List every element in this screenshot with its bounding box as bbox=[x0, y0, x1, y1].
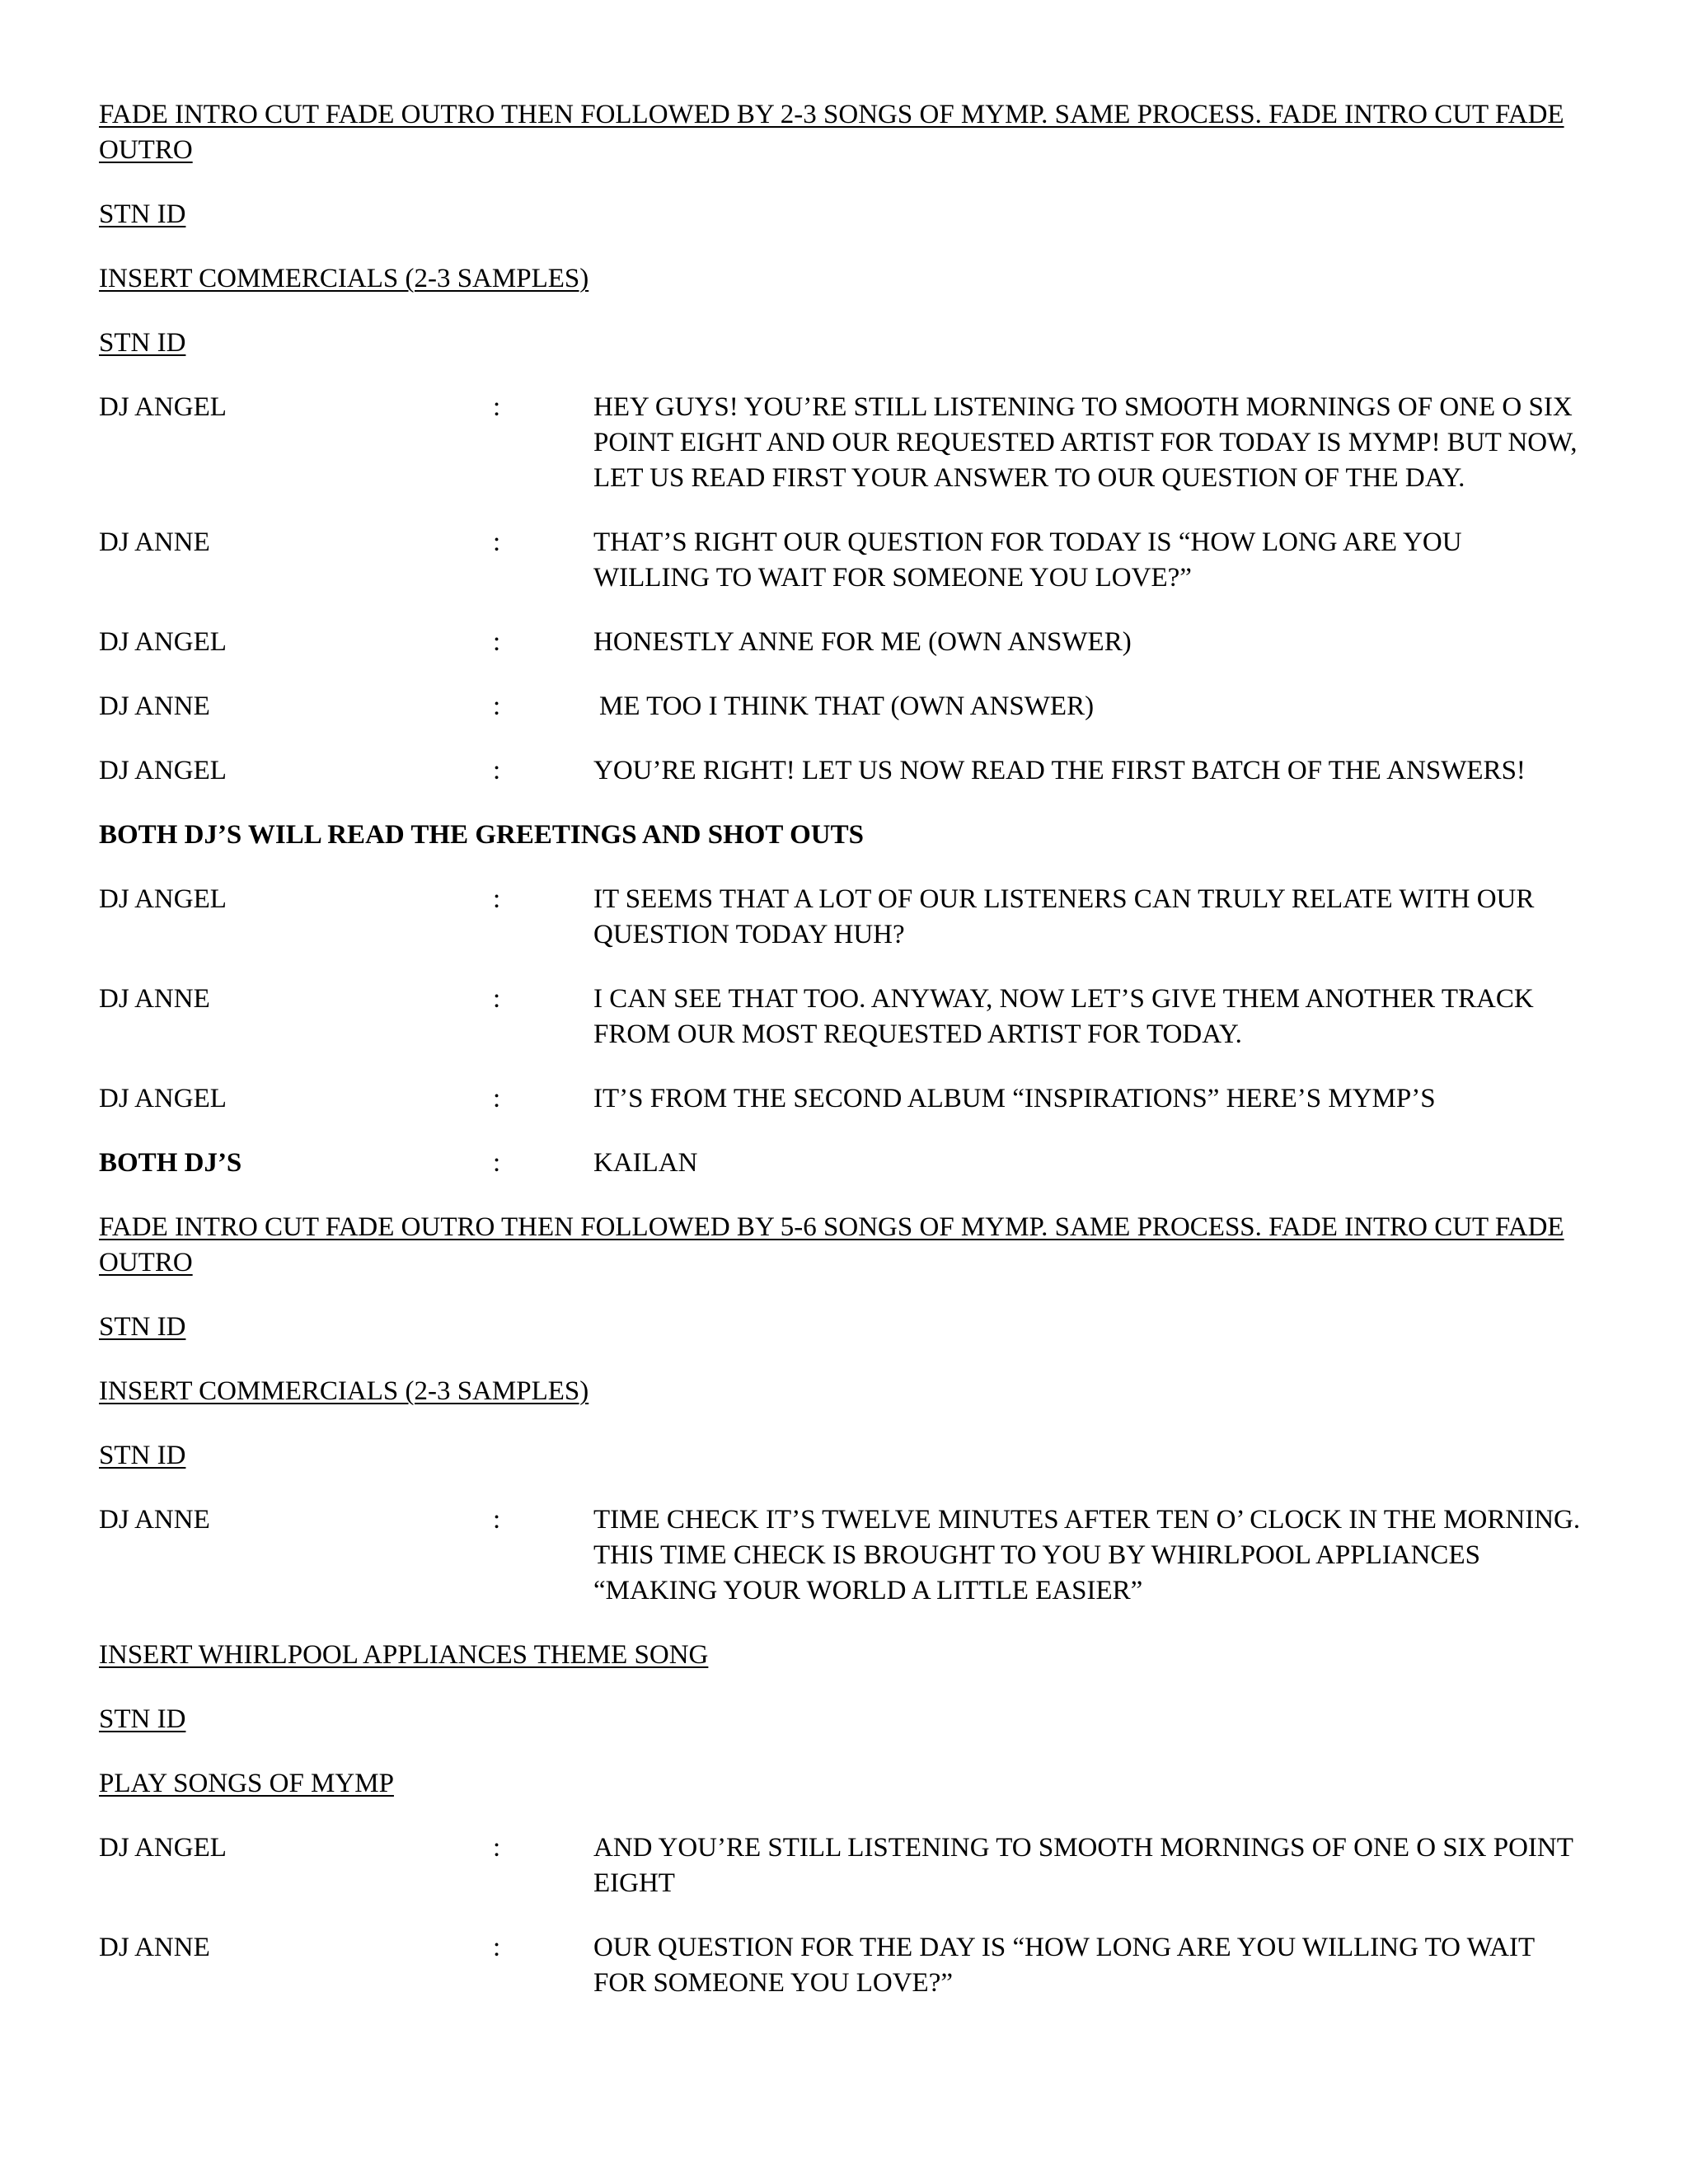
dialogue-line bbox=[99, 753, 1582, 789]
dialogue-text: YOU’RE RIGHT! LET US NOW READ THE FIRST BATCH OF THE ANSWERS! bbox=[593, 756, 1526, 785]
dialogue-text: IT’S FROM THE SECOND ALBUM “INSPIRATIONS” HERE’S MYMP’S bbox=[593, 1084, 1436, 1113]
speaker-name: DJ ANGEL bbox=[99, 884, 227, 914]
dialogue-line bbox=[99, 1830, 1582, 1901]
dialogue-line bbox=[99, 1081, 1582, 1117]
stage-direction: FADE INTRO CUT FADE OUTRO THEN FOLLOWED BY 2-3 SONGS OF MYMP. SAME PROCESS. FADE INTRO CUT FADE OUTRO bbox=[99, 100, 1564, 165]
stage-direction: STN ID bbox=[99, 1312, 186, 1342]
script-page bbox=[99, 97, 1582, 2030]
speaker-colon: : bbox=[493, 527, 501, 557]
speaker-name: DJ ANGEL bbox=[99, 756, 227, 785]
speaker-colon: : bbox=[493, 1148, 501, 1178]
stage-direction: INSERT COMMERCIALS (2-3 SAMPLES) bbox=[99, 1376, 589, 1406]
speaker-colon: : bbox=[493, 1084, 501, 1113]
stage-direction: INSERT COMMERCIALS (2-3 SAMPLES) bbox=[99, 264, 589, 293]
dialogue-line bbox=[99, 390, 1582, 496]
dialogue-text: KAILAN bbox=[593, 1148, 698, 1178]
speaker-colon: : bbox=[493, 756, 501, 785]
dialogue-text: HONESTLY ANNE FOR ME (OWN ANSWER) bbox=[593, 627, 1132, 657]
stage-direction: STN ID bbox=[99, 1704, 186, 1734]
dialogue-line bbox=[99, 1930, 1582, 2001]
speaker-name: DJ ANGEL bbox=[99, 392, 227, 422]
dialogue-text: IT SEEMS THAT A LOT OF OUR LISTENERS CAN TRULY RELATE WITH OUR QUESTION TODAY HUH? bbox=[593, 884, 1535, 949]
dialogue-line bbox=[99, 1146, 1582, 1181]
dialogue-text: I CAN SEE THAT TOO. ANYWAY, NOW LET’S GIVE THEM ANOTHER TRACK FROM OUR MOST REQUESTED ARTIST FOR TODAY. bbox=[593, 984, 1534, 1049]
speaker-name: DJ ANNE bbox=[99, 691, 210, 721]
speaker-name: DJ ANNE bbox=[99, 1505, 210, 1535]
speaker-colon: : bbox=[493, 984, 501, 1014]
stage-direction: STN ID bbox=[99, 199, 186, 229]
bold-direction: BOTH DJ’S WILL READ THE GREETINGS AND SHOT OUTS bbox=[99, 820, 864, 850]
dialogue-line bbox=[99, 625, 1582, 660]
speaker-name: DJ ANNE bbox=[99, 527, 210, 557]
dialogue-line bbox=[99, 525, 1582, 596]
speaker-name: DJ ANNE bbox=[99, 984, 210, 1014]
dialogue-line bbox=[99, 982, 1582, 1052]
dialogue-text: AND YOU’RE STILL LISTENING TO SMOOTH MORNINGS OF ONE O SIX POINT EIGHT bbox=[593, 1833, 1573, 1898]
speaker-colon: : bbox=[493, 1505, 501, 1535]
speaker-name: BOTH DJ’S bbox=[99, 1148, 242, 1178]
speaker-colon: : bbox=[493, 627, 501, 657]
speaker-colon: : bbox=[493, 1933, 501, 1962]
stage-direction: STN ID bbox=[99, 328, 186, 358]
dialogue-line bbox=[99, 882, 1582, 953]
stage-direction: STN ID bbox=[99, 1441, 186, 1470]
speaker-name: DJ ANGEL bbox=[99, 627, 227, 657]
dialogue-text: OUR QUESTION FOR THE DAY IS “HOW LONG ARE YOU WILLING TO WAIT FOR SOMEONE YOU LOVE?” bbox=[593, 1933, 1535, 1998]
stage-direction: INSERT WHIRLPOOL APPLIANCES THEME SONG bbox=[99, 1640, 709, 1670]
stage-direction: PLAY SONGS OF MYMP bbox=[99, 1769, 394, 1798]
dialogue-text: HEY GUYS! YOU’RE STILL LISTENING TO SMOOTH MORNINGS OF ONE O SIX POINT EIGHT AND OUR REQUESTED ARTIST FOR TODAY IS MYMP! BUT NOW, LET US READ FIRST YOUR ANSWER TO OUR QUESTION OF THE DAY. bbox=[593, 392, 1578, 493]
speaker-colon: : bbox=[493, 884, 501, 914]
speaker-colon: : bbox=[493, 691, 501, 721]
speaker-name: DJ ANNE bbox=[99, 1933, 210, 1962]
dialogue-text: TIME CHECK IT’S TWELVE MINUTES AFTER TEN O’ CLOCK IN THE MORNING. THIS TIME CHECK IS BROUGHT TO YOU BY WHIRLPOOL APPLIANCES “MAKING YOUR WORLD A LITTLE EASIER” bbox=[593, 1505, 1581, 1605]
stage-direction: FADE INTRO CUT FADE OUTRO THEN FOLLOWED BY 5-6 SONGS OF MYMP. SAME PROCESS. FADE INTRO CUT FADE OUTRO bbox=[99, 1212, 1564, 1277]
dialogue-line bbox=[99, 1502, 1582, 1609]
speaker-colon: : bbox=[493, 392, 501, 422]
speaker-name: DJ ANGEL bbox=[99, 1084, 227, 1113]
dialogue-text: ME TOO I THINK THAT (OWN ANSWER) bbox=[599, 691, 1095, 721]
dialogue-text: THAT’S RIGHT OUR QUESTION FOR TODAY IS “HOW LONG ARE YOU WILLING TO WAIT FOR SOMEONE YOU LOVE?” bbox=[593, 527, 1462, 593]
speaker-colon: : bbox=[493, 1833, 501, 1863]
speaker-name: DJ ANGEL bbox=[99, 1833, 227, 1863]
dialogue-line bbox=[99, 689, 1582, 724]
